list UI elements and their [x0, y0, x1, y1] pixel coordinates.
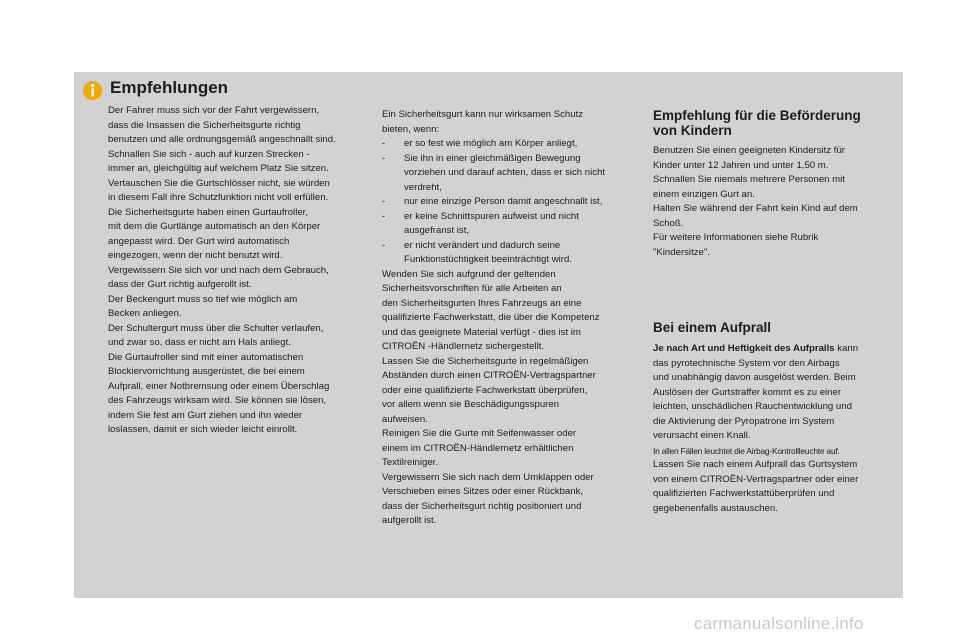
page-title: Empfehlungen	[110, 78, 229, 97]
bullet-text: vorziehen und darauf achten, dass er sich nicht	[404, 167, 606, 178]
text-line: Reinigen Sie die Gurte mit Seifenwasser oder	[382, 428, 577, 439]
text-line: Lassen Sie nach einem Aufprall das Gurtsystem	[653, 459, 858, 470]
text-line: Der Beckengurt muss so tief wie möglich am	[108, 293, 298, 305]
text-line: Becken anliegen.	[108, 308, 182, 319]
bullet-text: Sie ihn in einer gleichmäßigen Bewegung	[404, 152, 581, 164]
text-line: leichten, unschädlichen Rauchentwicklung und	[653, 401, 852, 412]
text-line: die Aktivierung der Pyropatrone im System	[653, 415, 835, 427]
text-line: Textilreiniger.	[382, 457, 438, 468]
text-line: mit dem die Gurtlänge automatisch an den Körper	[108, 221, 321, 232]
text-line: Wenden Sie sich aufgrund der geltenden	[382, 268, 556, 280]
bullet-text: ausgefranst ist,	[404, 225, 470, 236]
text-line: In allen Fällen leuchtet die Airbag-Kontrollleuchte auf.	[653, 445, 840, 456]
text-line: CITROËN -Händlernetz sichergestellt.	[382, 341, 545, 352]
text-line: in diesem Fall ihre Schutzfunktion nicht voll erfüllen.	[108, 192, 329, 203]
text-line: loslassen, damit er sich wieder leicht einrollt.	[108, 424, 298, 435]
text-line: den Sicherheitsgurten Ihres Fahrzeugs an eine	[382, 297, 582, 309]
text-line: aufgerollt ist.	[382, 515, 437, 526]
text-line: Für weitere Informationen siehe Rubrik	[653, 232, 819, 243]
text-line: dass der Sicherheitsgurt richtig positioniert und	[382, 500, 582, 512]
bullet-text: er nicht verändert und dadurch seine	[404, 239, 561, 251]
text-line: das pyrotechnische System vor den Airbags	[653, 357, 840, 369]
text-line: immer an, gleichgültig auf welchem Platz Sie sitzen.	[108, 163, 329, 174]
text-line: angepasst wird. Der Gurt wird automatisch	[108, 235, 290, 247]
text-line: Aufprall, einer Notbremsung oder einem Überschlag	[108, 380, 330, 392]
text-line: indem Sie fest am Gurt ziehen und ihn wieder	[108, 409, 303, 421]
text-line: aufweisen.	[382, 413, 428, 425]
text-line: "Kindersitze".	[653, 246, 710, 258]
text-line: und das geeignete Material verfügt - dies ist im	[382, 326, 581, 338]
text-line: Kinder unter 12 Jahren und unter 1,50 m.	[653, 159, 829, 171]
column-belt-conditions	[382, 108, 644, 529]
text-line: vor allem wenn sie Beschädigungsspuren	[382, 399, 560, 410]
text-line: und unabhängig davon ausgelöst werden. Beim	[653, 372, 856, 383]
text-line: Verschieben eines Sitzes oder einer Rückbank,	[382, 486, 584, 497]
text-line: Schoß.	[653, 217, 684, 229]
section-title-line: von Kindern	[653, 123, 732, 138]
text-line: oder eine qualifizierte Fachwerkstatt überprüfen,	[382, 384, 588, 396]
text-line: bieten, wenn:	[382, 123, 440, 135]
bullet-item	[382, 137, 644, 152]
text-line: des Fahrzeugs wirksam wird. Sie können sie lösen,	[108, 395, 327, 406]
section-title-children	[653, 108, 901, 138]
text-line: Abständen durch einen CITROËN-Vertragspartner	[382, 370, 596, 381]
text-line: Vergewissern Sie sich nach dem Umklappen oder	[382, 471, 594, 483]
emphasis-text: Je nach Art und Heftigkeit des Aufpralls	[653, 343, 835, 354]
bullet-text: verdreht,	[404, 181, 442, 193]
text-line: gegebenenfalls austauschen.	[653, 502, 778, 514]
bullet-dash: -	[382, 138, 386, 149]
bullet-text: Funktionstüchtigkeit beeinträchtigt wird.	[404, 254, 572, 265]
text-line: von einem CITROËN-Vertragspartner oder einer	[653, 473, 859, 485]
watermark: carmanualsonline.info	[694, 614, 864, 633]
text-line: einem im CITROËN-Händlernetz erhältlichen	[382, 442, 574, 454]
text-line: Sicherheitsvorschriften für alle Arbeiten an	[382, 283, 562, 294]
text-line: Die Sicherheitsgurte haben einen Gurtaufroller,	[108, 206, 308, 218]
text-line: Benutzen Sie einen geeigneten Kindersitz für	[653, 145, 846, 156]
text-line: Ein Sicherheitsgurt kann nur wirksamen Schutz	[382, 109, 584, 120]
text-line: Vertauschen Sie die Gurtschlösser nicht, sie würden	[108, 177, 330, 189]
text-line: Schnallen Sie niemals mehrere Personen mit	[653, 174, 845, 185]
text-line: verursacht einen Knall.	[653, 430, 751, 441]
section-title-crash: Bei einem Aufprall	[653, 320, 772, 335]
text-line: qualifizierten Fachwerkstattüberprüfen und	[653, 488, 835, 499]
text-line: Blockiervorrichtung ausgerüstet, die bei einem	[108, 366, 305, 377]
info-icon	[83, 81, 102, 100]
bullet-item	[382, 152, 644, 196]
children-text	[653, 144, 901, 260]
text-line: Vergewissern Sie sich vor und nach dem Gebrauch,	[108, 264, 329, 276]
section-title-crash-wrap	[653, 320, 901, 335]
bullet-text: er so fest wie möglich am Körper anliegt,	[404, 138, 578, 149]
text-line: Schnallen Sie sich - auch auf kurzen Strecken -	[108, 148, 310, 160]
text-line: Der Fahrer muss sich vor der Fahrt vergewissern,	[108, 105, 320, 116]
bullet-item	[382, 195, 644, 210]
text-line: dass der Gurt richtig aufgerollt ist.	[108, 279, 252, 290]
text-line: Die Gurtaufroller sind mit einer automatischen	[108, 351, 304, 363]
column-general-advice	[108, 104, 370, 438]
text-line: Lassen Sie die Sicherheitsgurte in regelmäßigen	[382, 355, 589, 367]
text-line: einem einzigen Gurt an.	[653, 188, 755, 200]
text-line: und zwar so, dass er nicht am Hals anliegt.	[108, 337, 291, 348]
bullet-item	[382, 239, 644, 268]
bullet-dash: -	[382, 152, 386, 164]
column-children	[653, 108, 901, 260]
bullet-dash: -	[382, 239, 386, 251]
bullet-dash: -	[382, 196, 386, 207]
text-line: Auslösen der Gurtstraffer kommt es zu einer	[653, 386, 842, 398]
bullet-item	[382, 210, 644, 239]
text-line: Halten Sie während der Fahrt kein Kind auf dem	[653, 203, 858, 214]
crash-text	[653, 342, 901, 516]
text-line: Der Schultergurt muss über die Schulter verlaufen,	[108, 322, 324, 334]
text-line: dass die Insassen die Sicherheitsgurte richtig	[108, 119, 301, 131]
section-title-line: Empfehlung für die Beförderung	[653, 108, 861, 123]
text-line: qualifizierte Fachwerkstatt, die über die Kompetenz	[382, 312, 600, 323]
bullet-dash: -	[382, 210, 386, 222]
text-line: eingezogen, wenn der nicht benutzt wird.	[108, 250, 283, 261]
bullet-text: nur eine einzige Person damit angeschnallt ist,	[404, 196, 603, 207]
text-line: benutzen und alle ordnungsgemäß angeschnallt sind.	[108, 134, 336, 145]
text-line	[653, 342, 901, 357]
bullet-text: er keine Schnittspuren aufweist und nicht	[404, 210, 579, 222]
text-span: kann	[834, 343, 859, 354]
